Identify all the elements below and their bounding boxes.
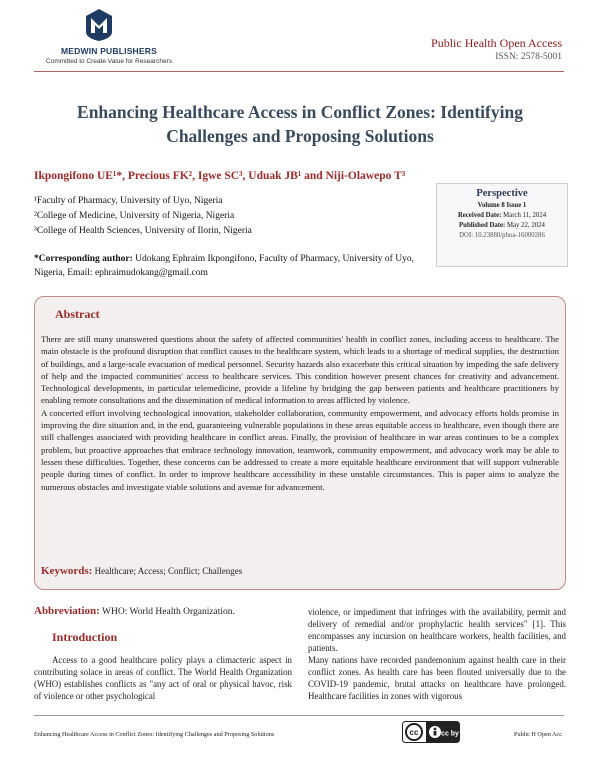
keywords-list: Healthcare; Access; Conflict; Challenges bbox=[92, 566, 243, 576]
volume-label: Volume 8 Issue 1 bbox=[477, 202, 527, 209]
introduction-heading: Introduction bbox=[52, 630, 118, 644]
footer-journal-abbrev: Public H Open Acc bbox=[514, 731, 562, 738]
body-column-left bbox=[34, 654, 292, 702]
abstract-body bbox=[41, 333, 559, 493]
article-title-line1: Enhancing Healthcare Access in Conflict Zones: Identifying bbox=[77, 102, 523, 122]
abstract-paragraph-2: A concerted effort involving technological innovation, stakeholder collaboration, community empowerment, and advocacy efforts holds promise in improving the dire situation and, in the end, guaranteeing vulnerable populations in these areas equitable access to healthcare, even though there are still challenges associated with providing healthcare in conflict areas. Finally, the provision of healthcare in war areas continues to be a complex problem, but proactive approaches that embrace technology innovation, teamwork, community empowerment, and advocacy work may be able to lessen these difficulties. Together, these concerns can be addressed to create a more equitable healthcare environment that will support vulnerable people during times of conflict. In order to improve healthcare accessibility in these unstable circumstances. This is paper aims to analyze the numerous obstacles and investigate viable solutions and avenue for advancement. bbox=[41, 407, 559, 492]
article-title-line2: Challenges and Proposing Solutions bbox=[166, 126, 434, 146]
corresponding-author bbox=[34, 252, 424, 280]
affiliation-1: ¹Faculty of Pharmacy, University of Uyo, Nigeria bbox=[34, 196, 223, 206]
received-label: Received Date: bbox=[457, 212, 502, 219]
cc-license-icon[interactable] bbox=[402, 721, 460, 743]
intro-paragraph-2: Many nations have recorded pandemonium against health care in their conflict zones. As health care has been flouted universally due to the COVID-19 pandemic, brutal attacks on healthcare have prolonged. Healthcare facilities in zones with vigorous bbox=[308, 655, 566, 701]
svg-text:cc: cc bbox=[409, 728, 419, 737]
abbreviation-text: WHO: World Health Organization. bbox=[99, 607, 235, 617]
keywords bbox=[41, 565, 242, 577]
journal-issn: ISSN: 2578-5001 bbox=[495, 52, 562, 62]
published-date bbox=[437, 222, 567, 229]
publisher-logo[interactable] bbox=[34, 8, 184, 70]
intro-paragraph-continued: violence, or impediment that infringes with the availability, permit and delivery of remedial and/or prophylactic health services" [1]. This encompasses any incursion on healthcare workers, health facilities, and patients. bbox=[308, 607, 566, 653]
footer-running-title: Enhancing Healthcare Access in Conflict Zones: Identifying Challenges and Proposing Solutions bbox=[34, 731, 275, 738]
body-column-right bbox=[308, 606, 566, 702]
medwin-logo-icon bbox=[84, 8, 114, 42]
keywords-label: Keywords: bbox=[41, 565, 93, 577]
intro-paragraph-1: Access to a good healthcare policy plays a climacteric aspect in contributing solace in areas of conflict. The World Health Organization (WHO) establishes conflicts as "any act of oral or physical havoc, risk of violence or other psychological bbox=[34, 655, 292, 701]
article-info-box bbox=[436, 183, 568, 267]
publisher-name: MEDWIN PUBLISHERS bbox=[61, 46, 157, 56]
journal-name[interactable]: Public Health Open Access bbox=[431, 36, 562, 50]
corresponding-label: *Corresponding author: bbox=[34, 254, 133, 264]
abstract-paragraph-1: There are still many unanswered questions about the safety of affected communities' health in conflict zones, including access to healthcare. The main obstacle is the profound disruption that conflict causes to the healthcare system, which leads to a shortage of medical supplies, the destruction of buildings, and a large-scale evacuation of medical personnel. Security hazards also exacerbate this critical situation by impeding the safe delivery of help and the impacted communities' access to healthcare services. This condition however present chances for creativity and advancement. Technological developments, in particular telemedicine, provide a lifeline by bridging the gap between patients and healthcare practitioners by enabling remote consultations and the dissemination of medical information to areas afflicted by violence. bbox=[41, 334, 559, 406]
publisher-tagline: Committed to Create Value for Researchers bbox=[46, 58, 172, 65]
header-divider bbox=[34, 71, 564, 72]
received-value: March 11, 2024 bbox=[501, 212, 547, 219]
volume-issue bbox=[437, 202, 567, 209]
doi-link[interactable]: DOI: 10.23880/phoa-16000286 bbox=[459, 232, 545, 239]
article-type: Perspective bbox=[476, 188, 528, 199]
author-list: Ikpongifono UE¹*, Precious FK², Igwe SC³, Uduak JB¹ and Niji-Olawepo T³ bbox=[34, 170, 406, 182]
cc-license-label: cc by bbox=[441, 730, 459, 738]
affiliation-3: ³College of Health Sciences, University of Ilorin, Nigeria bbox=[34, 226, 252, 236]
article-title bbox=[40, 100, 560, 148]
published-value: May 22, 2024 bbox=[505, 222, 545, 229]
abbreviation-label: Abbreviation: bbox=[34, 605, 100, 617]
affiliation-2: ²College of Medicine, University of Nigeria, Nigeria bbox=[34, 211, 235, 221]
abbreviation bbox=[34, 605, 235, 617]
abstract-heading: Abstract bbox=[55, 307, 100, 321]
published-label: Published Date: bbox=[459, 222, 506, 229]
footer-divider bbox=[34, 715, 564, 716]
abstract-box bbox=[34, 296, 566, 590]
received-date bbox=[437, 212, 567, 219]
corresponding-details: Udokang Ephraim Ikpongifono, Faculty of Pharmacy, University of Uyo, Nigeria, Email: ephraimudokang@gmail.com bbox=[34, 254, 414, 278]
